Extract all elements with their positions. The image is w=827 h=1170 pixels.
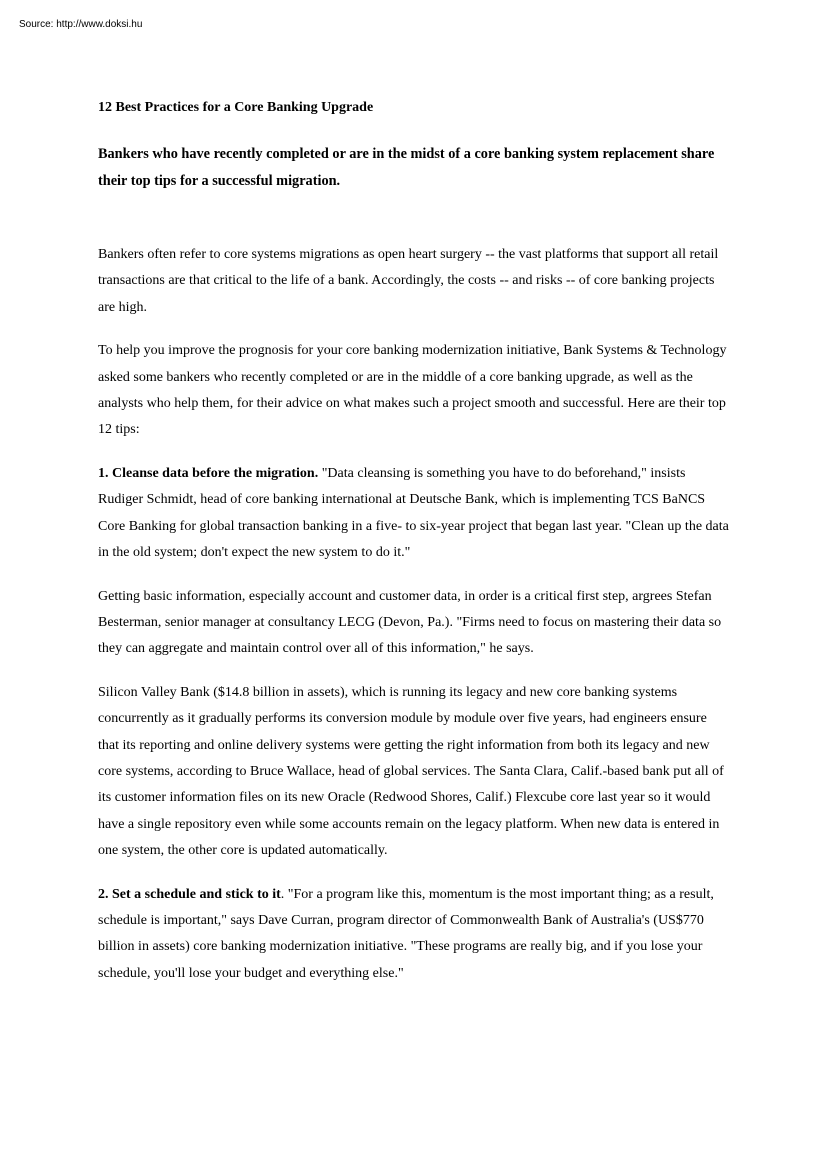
tip-1-heading: 1. Cleanse data before the migration. bbox=[98, 466, 319, 482]
paragraph-intro-1: Bankers often refer to core systems migrations as open heart surgery -- the vast platforms that support all retail transactions are that critical to the life of a bank. Accordingly, the costs -- and risks -- of core banking projects are high. bbox=[98, 247, 719, 315]
tip-2-text: . "For a program like this, momentum is the most important thing; as a result, schedule is important," says Dave Curran, program director of Commonwealth Bank of Australia's (US$770 billion in assets) core banking modernization initiative. "These programs are really big, and if you lose your schedule, you'll lose your budget and everything else." bbox=[98, 886, 714, 981]
tip-2-heading: 2. Set a schedule and stick to it bbox=[98, 886, 281, 902]
document-page bbox=[98, 98, 730, 987]
page-title: 12 Best Practices for a Core Banking Upgrade bbox=[98, 100, 374, 115]
paragraph-tip-1-data: Getting basic information, especially account and customer data, in order is a critical first step, argrees Stefan Besterman, senior manager at consultancy LECG (Devon, Pa.). "Firms need to focus on mastering their data so they can aggregate and maintain control over all of this information," he says. bbox=[98, 588, 722, 657]
paragraph-tip-2 bbox=[98, 882, 730, 987]
tip-1-text: "Data cleansing is something you have to do beforehand," insists Rudiger Schmidt, head of core banking international at Deutsche Bank, which is implementing TCS BaNCS Core Banking for global transaction banking in a five- to six-year project that began last year. "Clean up the data in the old system; don't expect the new system to do it." bbox=[98, 466, 729, 560]
paragraph-tip-1 bbox=[98, 461, 730, 566]
paragraph-intro-2: To help you improve the prognosis for your core banking modernization initiative, Bank Systems & Technology asked some bankers who recently completed or are in the middle of a core banking upgrade, as well as the analysts who help them, for their advice on what makes such a project smooth and successful. Here are their top 12 tips: bbox=[98, 343, 727, 438]
paragraph-tip-1-svb: Silicon Valley Bank ($14.8 billion in assets), which is running its legacy and new core banking systems concurrently as it gradually performs its conversion module by module over five years, had engineers ensure that its reporting and online delivery systems were getting the right information from both its legacy and new core systems, according to Bruce Wallace, head of global services. The Santa Clara, Calif.-based bank put all of its customer information files on its new Oracle (Redwood Shores, Calif.) Flexcube core last year so it would have a single repository even while some accounts remain on the legacy platform. When new data is entered in one system, the other core is updated automatically. bbox=[98, 685, 724, 858]
source-line: Source: http://www.doksi.hu bbox=[19, 19, 143, 30]
page-subtitle: Bankers who have recently completed or are in the midst of a core banking system replacement share their top tips for a successful migration. bbox=[98, 146, 715, 189]
